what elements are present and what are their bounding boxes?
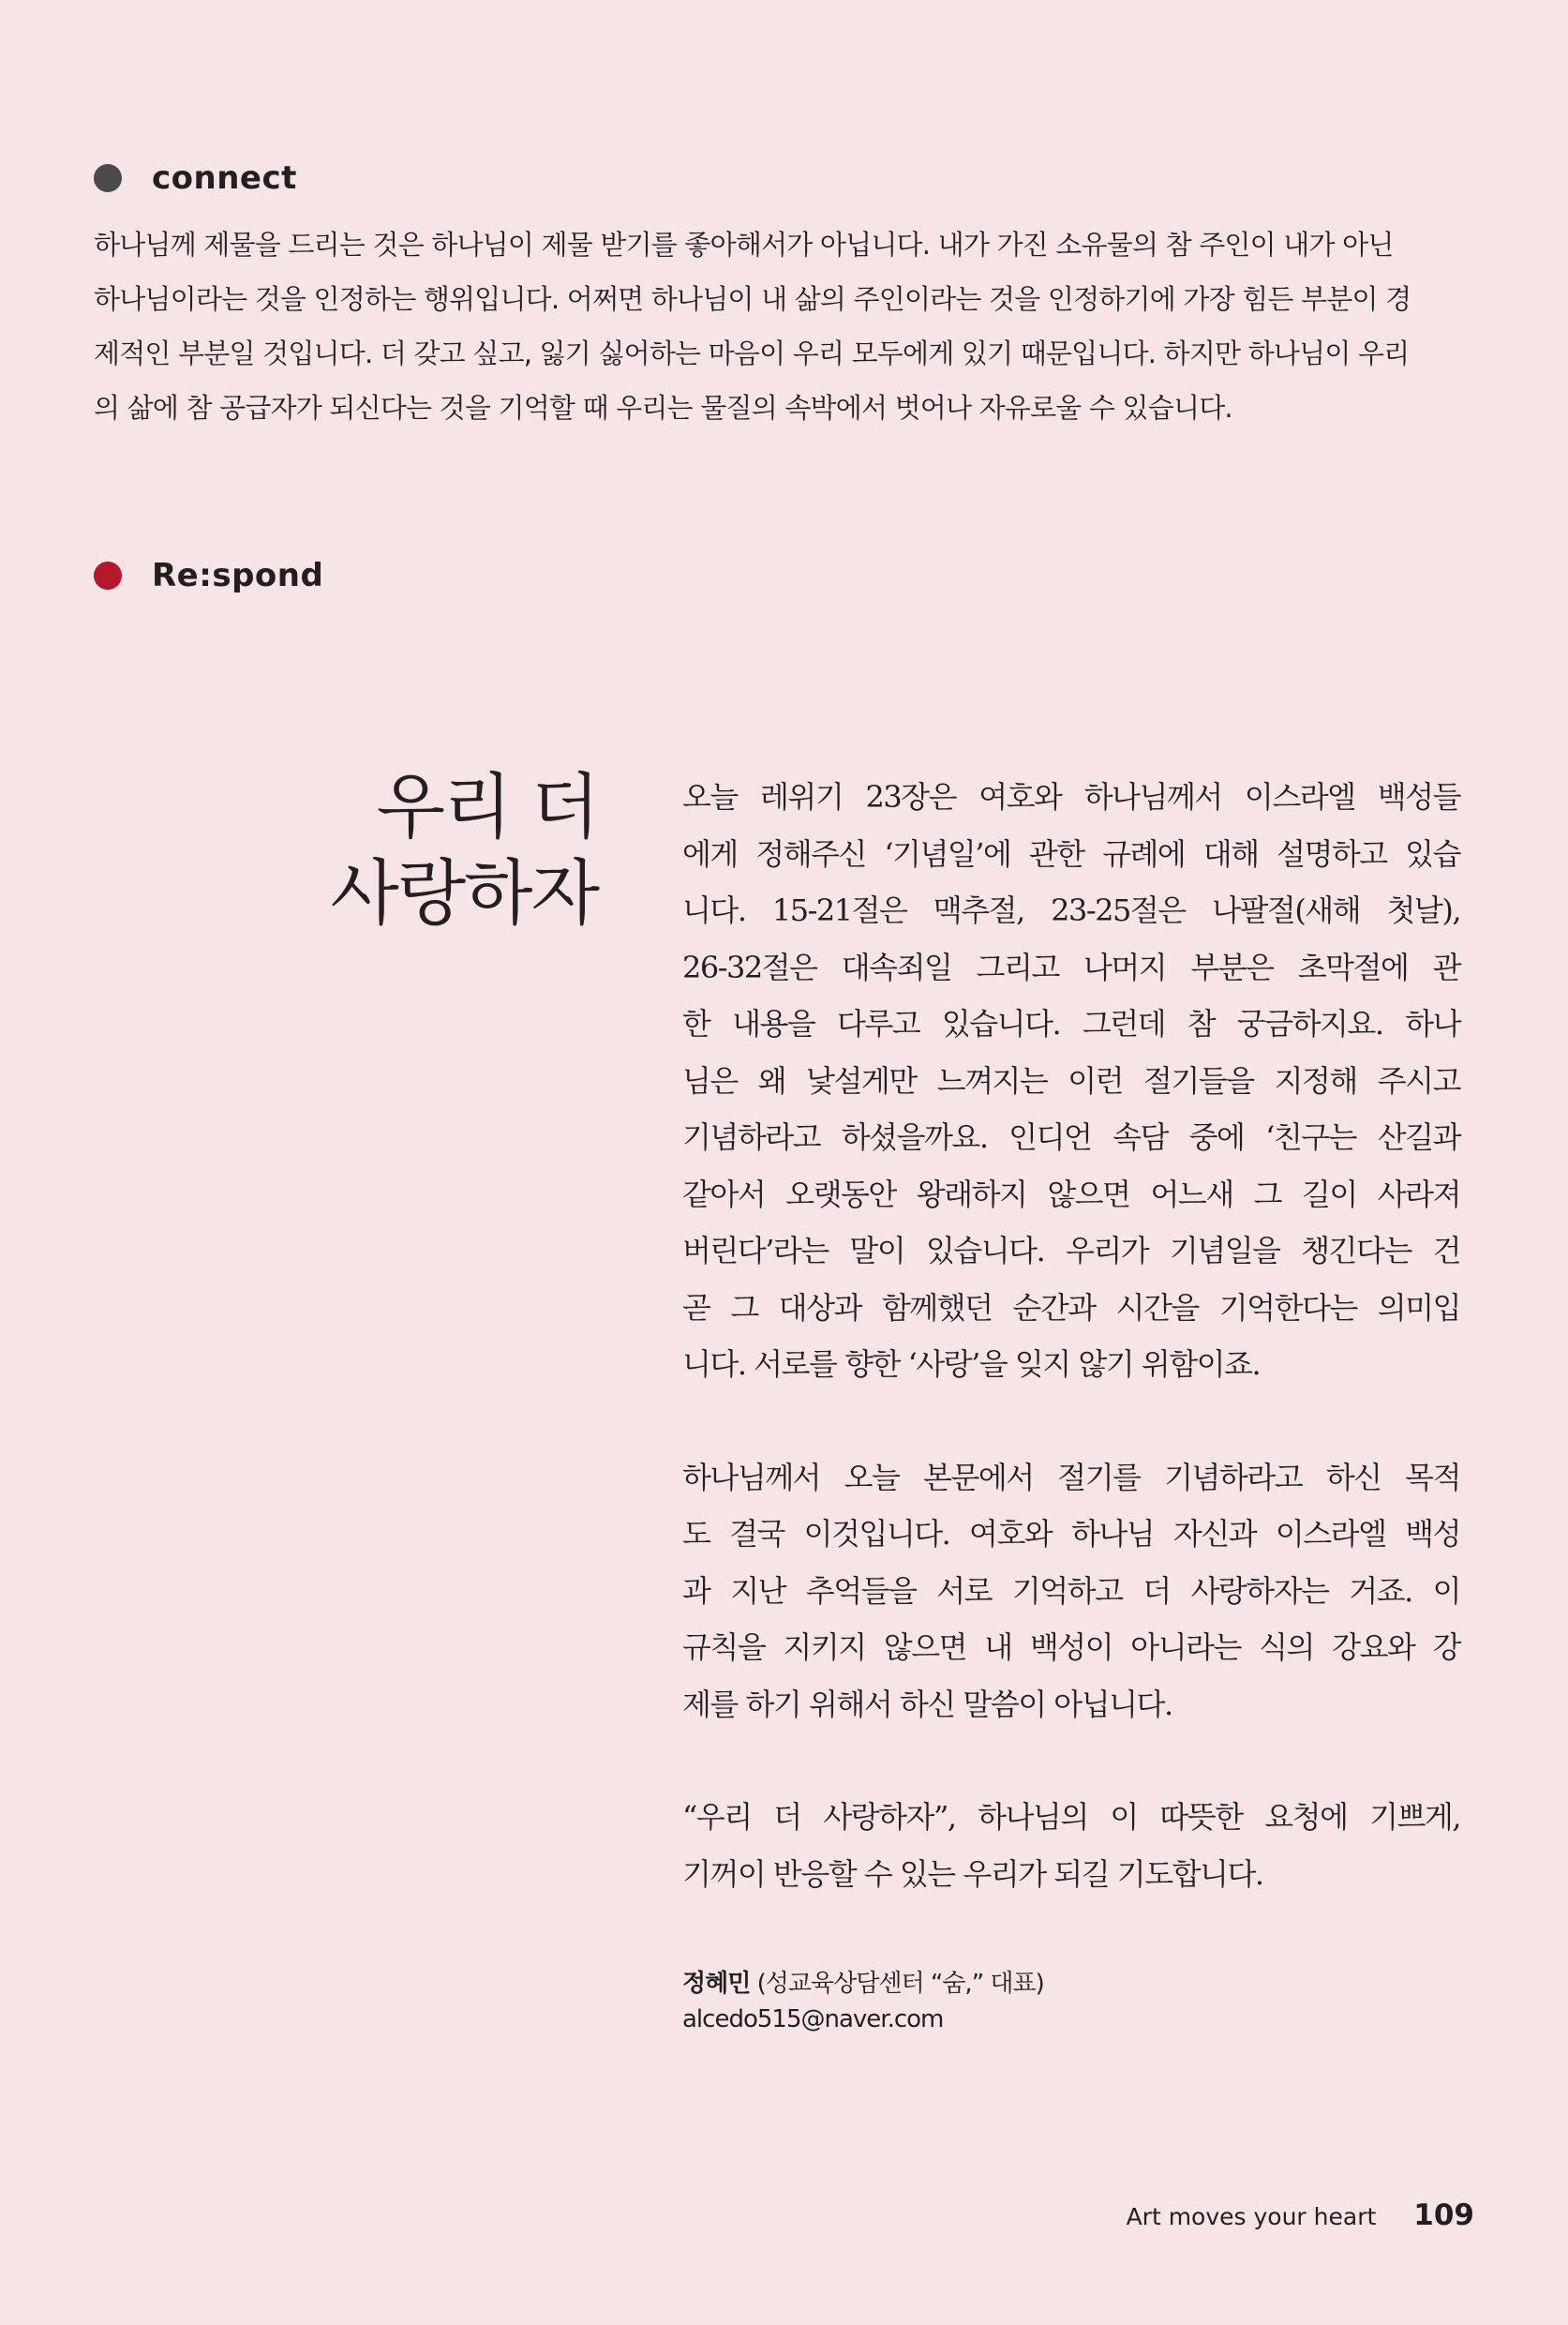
body-line: 버린다’라는 말이 있습니다. 우리가 기념일을 챙긴다는 건 — [682, 1233, 1460, 1268]
connect-line: 하나님께 제물을 드리는 것은 하나님이 제물 받기를 좋아해서가 아닙니다. 내가 가진 소유물의 참 주인이 내가 아닌 — [94, 229, 1394, 261]
body-paragraph — [682, 1789, 1460, 1902]
body-line: 한 내용을 다루고 있습니다. 그런데 참 궁금하지요. 하나 — [682, 1006, 1460, 1042]
author-info — [682, 1966, 1044, 2037]
connect-bullet-icon — [94, 164, 122, 192]
author-email[interactable]: alcedo515@naver.com — [682, 2005, 944, 2033]
respond-heading — [94, 557, 323, 594]
page-number: 109 — [1413, 2198, 1474, 2232]
author-role: (성교육상담센터 “숨,” 대표) — [750, 1970, 1044, 1998]
body-line: 니다. 15-21절은 맥추절, 23-25절은 나팔절(새해 첫날), — [682, 892, 1460, 928]
body-line: 기념하라고 하셨을까요. 인디언 속담 중에 ‘친구는 산길과 — [682, 1119, 1460, 1155]
respond-bullet-icon — [94, 562, 122, 590]
connect-paragraph — [94, 218, 1462, 435]
footer-tagline: Art moves your heart — [1126, 2203, 1377, 2230]
body-line: 26-32절은 대속죄일 그리고 나머지 부분은 초막절에 관 — [682, 949, 1460, 985]
body-line: 오늘 레위기 23장은 여호와 하나님께서 이스라엘 백성들 — [682, 779, 1460, 815]
page-footer — [1127, 2198, 1474, 2232]
body-line: 곧 그 대상과 함께했던 순간과 시간을 기억한다는 의미입 — [682, 1289, 1460, 1326]
respond-label: Re:spond — [152, 557, 324, 594]
body-line: 제를 하기 위해서 하신 말씀이 아닙니다. — [682, 1686, 1172, 1722]
article-title — [244, 764, 598, 937]
connect-line: 제적인 부분일 것입니다. 더 갖고 싶고, 잃기 싫어하는 마음이 우리 모두에게 있기 때문입니다. 하지만 하나님이 우리 — [94, 338, 1410, 369]
author-name: 정혜민 — [682, 1970, 751, 1998]
body-line: “우리 더 사랑하자”, 하나님의 이 따뜻한 요청에 기쁘게, — [682, 1799, 1460, 1835]
connect-label: connect — [152, 159, 297, 197]
body-line: 도 결국 이것입니다. 여호와 하나님 자신과 이스라엘 백성 — [682, 1516, 1460, 1552]
body-line: 하나님께서 오늘 본문에서 절기를 기념하라고 하신 목적 — [682, 1459, 1460, 1495]
connect-heading — [94, 159, 297, 197]
body-paragraph — [682, 769, 1460, 1393]
body-paragraph — [682, 1449, 1460, 1733]
connect-line: 하나님이라는 것을 인정하는 행위입니다. 어쩌면 하나님이 내 삶의 주인이라는 것을 인정하기에 가장 힘든 부분이 경 — [94, 283, 1411, 315]
article-title-line: 사랑하자 — [330, 851, 598, 935]
body-line: 기꺼이 반응할 수 있는 우리가 되길 기도합니다. — [682, 1855, 1263, 1892]
body-line: 규칙을 지키지 않으면 내 백성이 아니라는 식의 강요와 강 — [682, 1629, 1460, 1665]
body-line: 님은 왜 낯설게만 느껴지는 이런 절기들을 지정해 주시고 — [682, 1062, 1460, 1099]
body-line: 같아서 오랫동안 왕래하지 않으면 어느새 그 길이 사라져 — [682, 1176, 1460, 1212]
body-line: 에게 정해주신 ‘기념일’에 관한 규례에 대해 설명하고 있습 — [682, 835, 1460, 872]
article-title-line: 우리 더 — [376, 765, 598, 848]
author-line — [682, 1966, 1044, 2002]
article-body — [682, 769, 1460, 1902]
connect-line: 의 삶에 참 공급자가 되신다는 것을 기억할 때 우리는 물질의 속박에서 벗어나 자유로울 수 있습니다. — [94, 392, 1232, 424]
body-line: 과 지난 추억들을 서로 기억하고 더 사랑하자는 거죠. 이 — [682, 1572, 1460, 1609]
body-line: 니다. 서로를 향한 ‘사랑’을 잊지 않기 위함이죠. — [682, 1346, 1261, 1382]
